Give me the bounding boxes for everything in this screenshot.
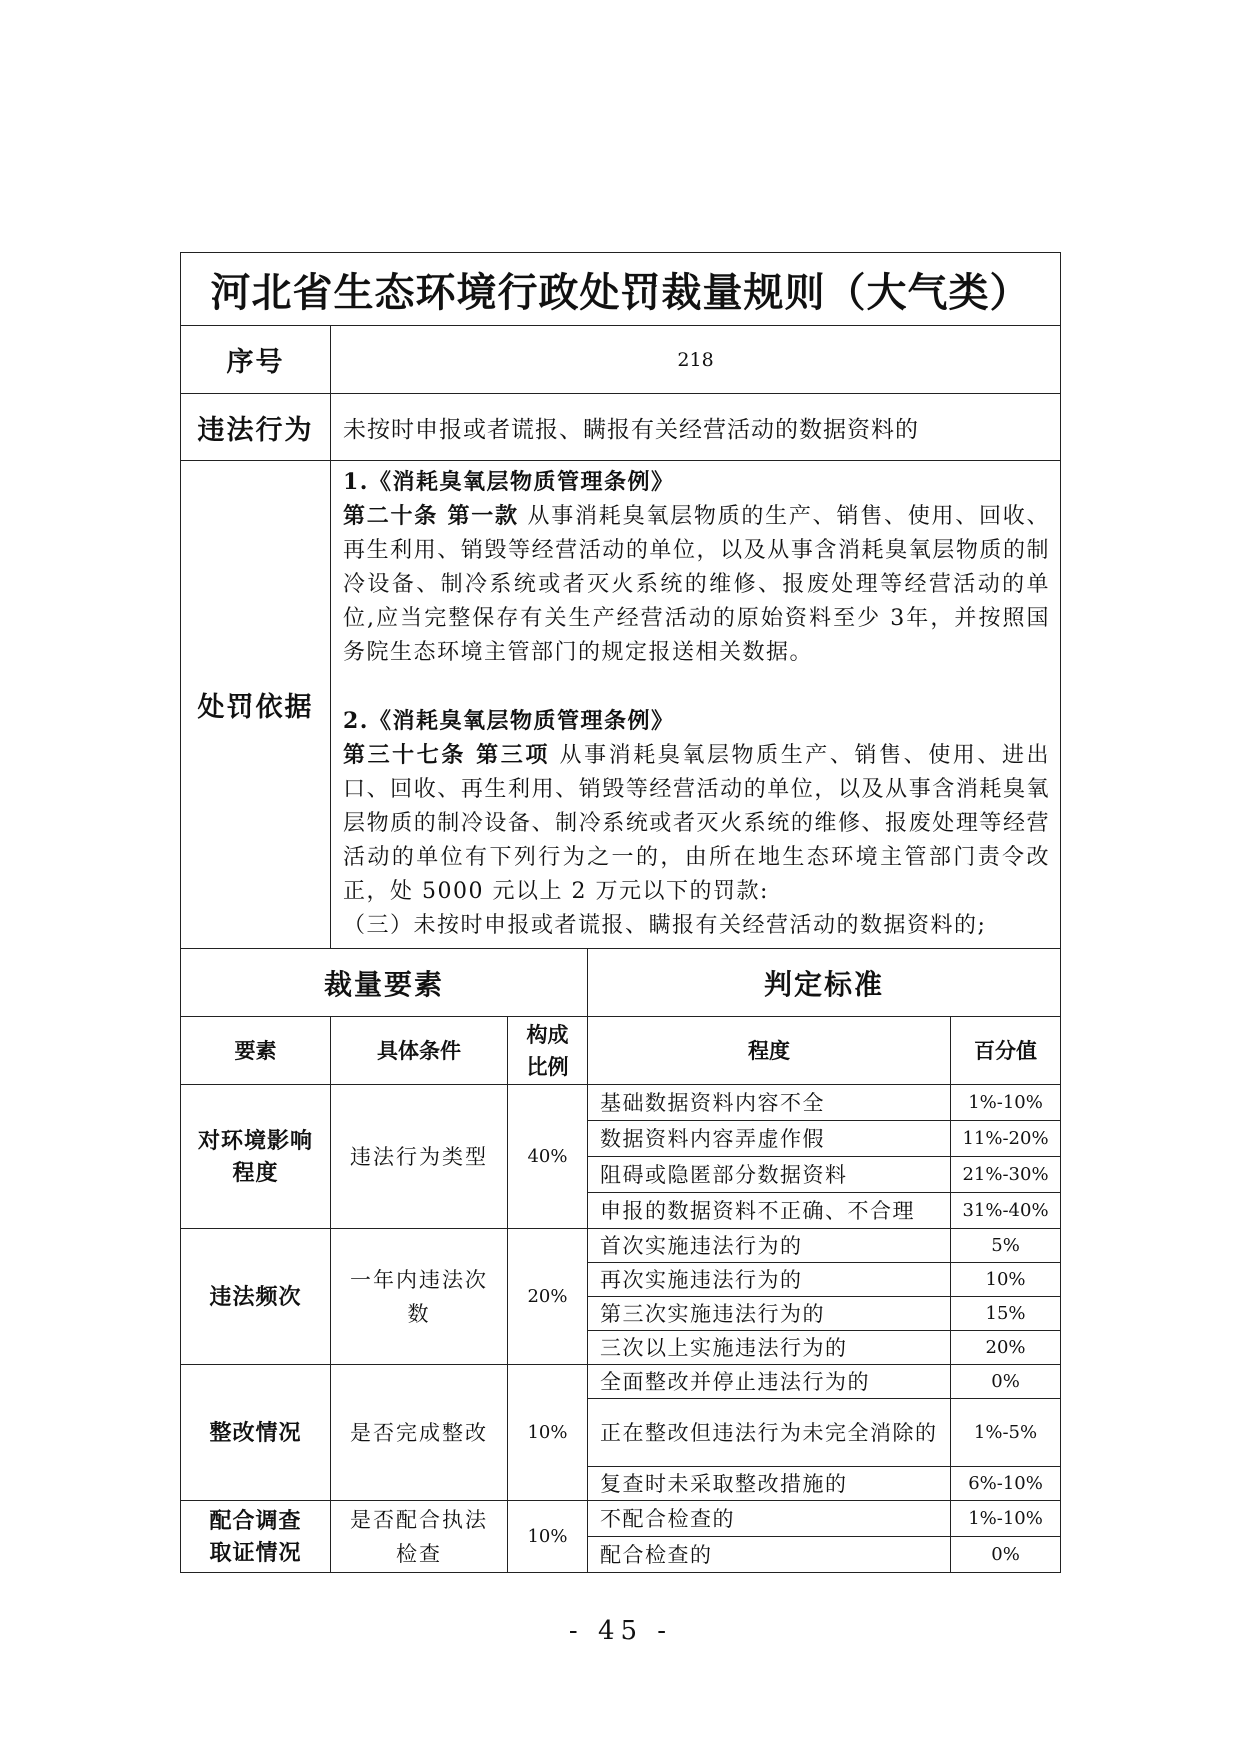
- degree-cell: 阻碍或隐匿部分数据资料: [588, 1157, 951, 1193]
- serial-value: 218: [331, 326, 1061, 394]
- percent-cell: 0%: [951, 1537, 1061, 1573]
- group-element-line2: 取证情况: [209, 1539, 302, 1566]
- group-condition: 一年内违法次数: [331, 1229, 508, 1365]
- degree-cell: 数据资料内容弄虚作假: [588, 1121, 951, 1157]
- percent-cell: 10%: [951, 1263, 1061, 1297]
- document-title: 河北省生态环境行政处罚裁量规则（大气类）: [181, 253, 1061, 326]
- degree-cell: 再次实施违法行为的: [588, 1263, 951, 1297]
- group-element: 整改情况: [181, 1365, 331, 1501]
- percent-cell: 1%-10%: [951, 1085, 1061, 1121]
- table-row: [181, 1229, 1061, 1263]
- table-row: [181, 1501, 1061, 1537]
- degree-cell: 申报的数据资料不正确、不合理: [588, 1193, 951, 1229]
- degree-cell: 第三次实施违法行为的: [588, 1297, 951, 1331]
- group-condition: 违法行为类型: [331, 1085, 508, 1229]
- percent-cell: 31%-40%: [951, 1193, 1061, 1229]
- discretion-elements-header: 裁量要素: [181, 949, 588, 1017]
- degree-cell: 不配合检查的: [588, 1501, 951, 1537]
- basis-item2-clause: （三）未按时申报或者谎报、瞒报有关经营活动的数据资料的;: [343, 913, 987, 938]
- percent-cell: 0%: [951, 1365, 1061, 1399]
- percent-cell: 20%: [951, 1331, 1061, 1365]
- basis-content: [331, 461, 1061, 949]
- table-row: [181, 1085, 1061, 1121]
- group-element: 违法频次: [181, 1229, 331, 1365]
- degree-cell: 三次以上实施违法行为的: [588, 1331, 951, 1365]
- serial-label: 序号: [181, 326, 331, 394]
- basis-item2-article: 第三十七条 第三项: [343, 742, 550, 768]
- basis-item1-heading: 1.《消耗臭氧层物质管理条例》: [343, 469, 675, 495]
- col-degree: 程度: [588, 1017, 951, 1085]
- percent-cell: 21%-30%: [951, 1157, 1061, 1193]
- judgment-standard-header: 判定标准: [588, 949, 1061, 1017]
- col-ratio-line2: 比例: [526, 1053, 569, 1079]
- table-row: [181, 1365, 1061, 1399]
- violation-label: 违法行为: [181, 394, 331, 461]
- basis-item2-paragraph: [343, 738, 1050, 909]
- group-ratio: 10%: [508, 1365, 588, 1501]
- col-condition: 具体条件: [331, 1017, 508, 1085]
- percent-cell: 5%: [951, 1229, 1061, 1263]
- degree-cell: 复查时未采取整改措施的: [588, 1467, 951, 1501]
- group-element-line1: 对环境影响: [197, 1127, 313, 1154]
- col-ratio: [508, 1017, 588, 1085]
- basis-item2-heading: 2.《消耗臭氧层物质管理条例》: [343, 708, 675, 734]
- basis-item2-text: 从事消耗臭氧层物质生产、销售、使用、进出口、回收、再生利用、销毁等经营活动的单位，以及从事含消耗臭氧层物质的制冷设备、制冷系统或者灭火系统的维修、报废处理等经营活动的单位有下列行为之一的，由所在地生态环境主管部门责令改正，处 5000 元以上 2 万元以下的罚款:: [343, 743, 1051, 904]
- degree-cell: 正在整改但违法行为未完全消除的: [588, 1399, 951, 1467]
- group-condition: 是否配合执法检查: [331, 1501, 508, 1573]
- group-element: [181, 1085, 331, 1229]
- degree-cell: 全面整改并停止违法行为的: [588, 1365, 951, 1399]
- group-condition: 是否完成整改: [331, 1365, 508, 1501]
- basis-label: 处罚依据: [181, 461, 331, 949]
- group-element-line2: 程度: [232, 1159, 279, 1186]
- col-element: 要素: [181, 1017, 331, 1085]
- group-ratio: 20%: [508, 1229, 588, 1365]
- basis-item1-text: 从事消耗臭氧层物质的生产、销售、使用、回收、再生利用、销毁等经营活动的单位，以及从事含消耗臭氧层物质的制冷设备、制冷系统或者灭火系统的维修、报废处理等经营活动的单位,应当完整保存有关生产经营活动的原始资料至少 3年，并按照国务院生态环境主管部门的规定报送相关数据。: [343, 504, 1051, 665]
- percent-cell: 6%-10%: [951, 1467, 1061, 1501]
- col-percent: 百分值: [951, 1017, 1061, 1085]
- group-ratio: 10%: [508, 1501, 588, 1573]
- degree-cell: 基础数据资料内容不全: [588, 1085, 951, 1121]
- col-ratio-line1: 构成: [526, 1021, 569, 1047]
- violation-value: 未按时申报或者谎报、瞒报有关经营活动的数据资料的: [331, 394, 1061, 461]
- group-element-line1: 配合调查: [209, 1507, 302, 1534]
- degree-cell: 配合检查的: [588, 1537, 951, 1573]
- percent-cell: 1%-5%: [951, 1399, 1061, 1467]
- percent-cell: 11%-20%: [951, 1121, 1061, 1157]
- degree-cell: 首次实施违法行为的: [588, 1229, 951, 1263]
- percent-cell: 15%: [951, 1297, 1061, 1331]
- penalty-rule-table: [180, 252, 1061, 1573]
- group-ratio: 40%: [508, 1085, 588, 1229]
- group-element: [181, 1501, 331, 1573]
- page-number: - 45 -: [568, 1616, 673, 1646]
- basis-item1-article: 第二十条 第一款: [343, 503, 519, 529]
- basis-item1-paragraph: [343, 499, 1050, 670]
- percent-cell: 1%-10%: [951, 1501, 1061, 1537]
